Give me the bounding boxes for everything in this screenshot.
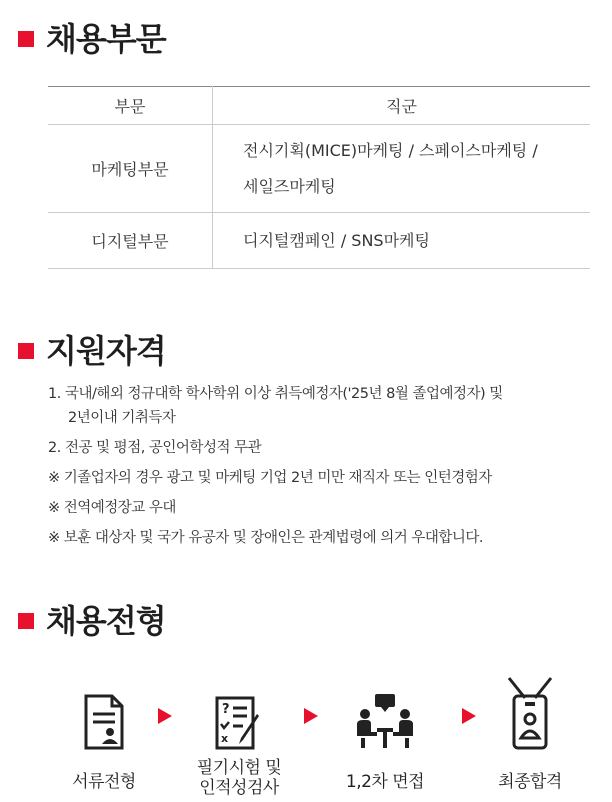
- qualification-text: 1. 국내/해외 정규대학 학사학위 이상 취득예정자('25년 8월 졸업예정자) 및: [48, 386, 503, 402]
- list-item: [48, 382, 593, 430]
- qualification-text: ※ 기졸업자의 경우 광고 및 마케팅 기업 2년 미만 재직자 또는 인턴경험자: [48, 470, 492, 486]
- interview-icon: [325, 682, 445, 750]
- step-written-test: [179, 682, 299, 798]
- step-label: 필기시험 및: [196, 758, 282, 778]
- step-label: 인적성검사: [199, 778, 279, 798]
- section-heading-recruit-dept: [18, 14, 166, 60]
- list-item: [48, 436, 593, 460]
- recruitment-process-steps: [0, 672, 612, 802]
- section-heading-process: [18, 596, 166, 642]
- section-title: 채용전형: [46, 602, 166, 640]
- qualification-text: ※ 전역예정장교 우대: [48, 500, 176, 516]
- section-title: 지원자격: [46, 332, 166, 370]
- section-title: 채용부문: [46, 20, 166, 58]
- step-label: 서류전형: [72, 772, 136, 792]
- id-badge-icon: [470, 672, 590, 750]
- role-line: 디지털캠페인 / SNS마케팅: [243, 230, 430, 250]
- table-header-dept: 부문: [48, 87, 213, 125]
- table-cell-dept: 마케팅부문: [48, 125, 213, 213]
- qualification-text: ※ 보훈 대상자 및 국가 유공자 및 장애인은 관계법령에 의거 우대합니다.: [48, 530, 484, 546]
- table-cell-roles: [213, 125, 591, 213]
- svg-text:x: x: [221, 732, 229, 745]
- table-row: [48, 213, 590, 269]
- document-icon: [44, 682, 164, 750]
- table-cell-dept: 디지털부문: [48, 213, 213, 269]
- svg-text:?: ?: [222, 702, 230, 717]
- list-item: [48, 496, 593, 520]
- table-header-row: [48, 87, 590, 125]
- qualification-list: [48, 382, 593, 556]
- job-category-table: [48, 86, 590, 269]
- table-cell-roles: [213, 213, 591, 269]
- test-checklist-icon: [179, 682, 299, 750]
- list-item: [48, 526, 593, 550]
- red-square-bullet: [18, 613, 34, 629]
- role-line: 전시기획(MICE)마케팅 / 스페이스마케팅 /: [243, 140, 538, 160]
- table-header-role: 직군: [213, 87, 591, 125]
- arrow-right-icon: [158, 708, 172, 724]
- section-heading-qualifications: [18, 326, 166, 372]
- arrow-right-icon: [304, 708, 318, 724]
- red-square-bullet: [18, 31, 34, 47]
- step-document-screening: [44, 682, 164, 792]
- qualification-text: 2. 전공 및 평점, 공인어학성적 무관: [48, 440, 262, 456]
- table-row: [48, 125, 590, 213]
- list-item: [48, 466, 593, 490]
- qualification-text-cont: 2년이내 기취득자: [68, 410, 176, 426]
- step-label: 1,2차 면접: [345, 772, 425, 792]
- step-label: 최종합격: [498, 772, 562, 792]
- step-final-pass: [470, 672, 590, 792]
- step-interview: [325, 682, 445, 792]
- red-square-bullet: [18, 343, 34, 359]
- role-line: 세일즈마케팅: [243, 176, 336, 196]
